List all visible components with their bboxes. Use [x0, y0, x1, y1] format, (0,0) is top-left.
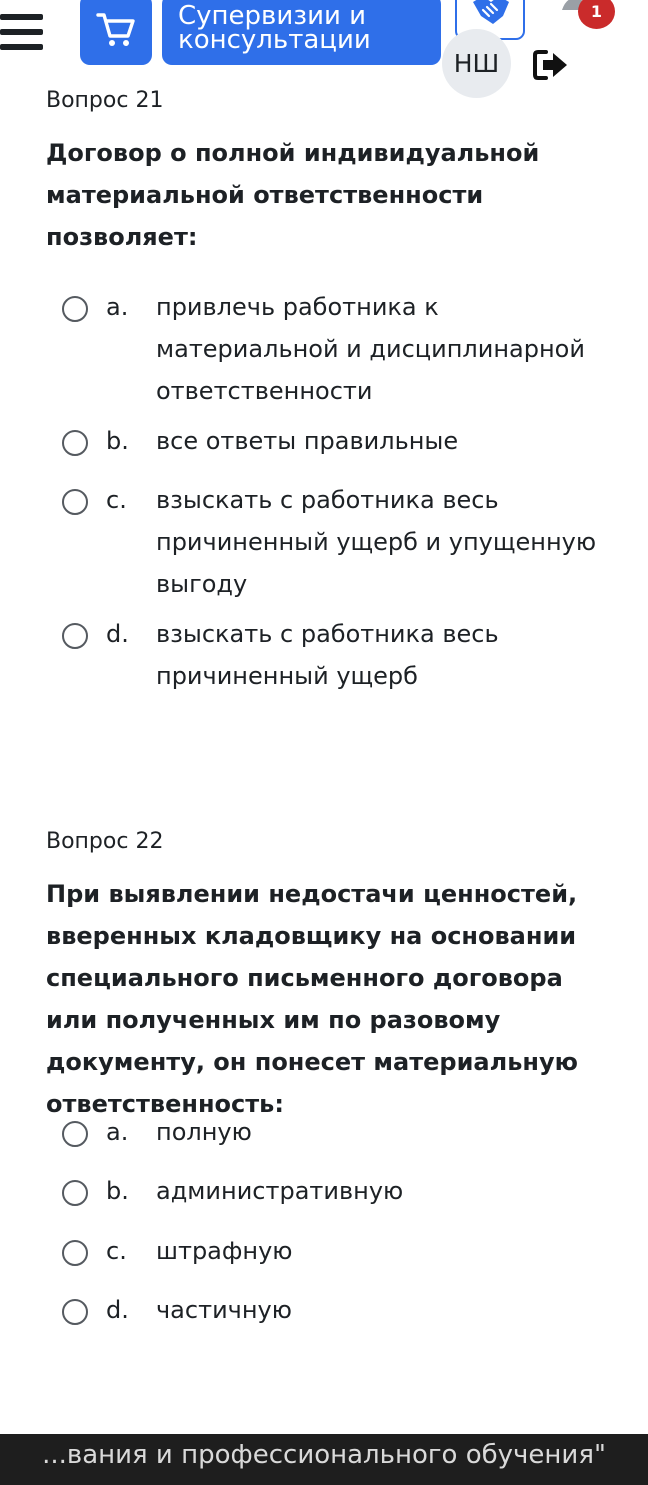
supervision-consultation-button[interactable]: Супервизии и консультации — [162, 0, 441, 65]
answer-text: административную — [156, 1177, 404, 1205]
radio-button[interactable] — [62, 489, 88, 515]
handshake-icon — [471, 0, 511, 28]
question-text: Договор о полной индивидуальной материальной ответственности позволяет: — [46, 139, 540, 251]
answer-option-d[interactable] — [62, 1289, 616, 1331]
answer-option-c[interactable] — [62, 1230, 616, 1272]
radio-button[interactable] — [62, 1299, 88, 1325]
answer-letter: b. — [106, 1177, 129, 1205]
answer-option-a[interactable] — [62, 1111, 616, 1153]
shopping-cart-icon — [95, 8, 137, 50]
answer-letter: a. — [106, 1118, 129, 1146]
radio-button[interactable] — [62, 1240, 88, 1266]
answer-text: полную — [156, 1118, 252, 1146]
answer-option-c[interactable] — [62, 479, 616, 605]
answer-letter: a. — [106, 293, 129, 321]
answer-text: штрафную — [156, 1237, 293, 1265]
answer-option-a[interactable] — [62, 286, 616, 412]
question-block-22 — [46, 827, 616, 1324]
question-number: Вопрос 21 — [46, 88, 164, 113]
top-navbar — [0, 0, 648, 100]
answer-text: взыскать с работника весь причиненный ущерб и упущенную выгоду — [156, 486, 597, 598]
answer-text: частичную — [156, 1296, 292, 1324]
answer-option-d[interactable] — [62, 613, 616, 697]
question-text: При выявлении недостачи ценностей, вверенных кладовщику на основании специального письменного договора или полученных им по разовому документу, он понесет материальную ответственность: — [46, 880, 578, 1118]
radio-button[interactable] — [62, 296, 88, 322]
notification-count-badge: 1 — [578, 0, 615, 29]
radio-button[interactable] — [62, 623, 88, 649]
footer-text: ...вания и профессионального обучения" — [42, 1440, 606, 1470]
logout-button[interactable] — [533, 48, 569, 82]
answer-text: привлечь работника к материальной и дисциплинарной ответственности — [156, 293, 585, 405]
question-block-21 — [46, 86, 616, 690]
answer-letter: d. — [106, 1296, 129, 1324]
answer-option-b[interactable] — [62, 420, 616, 462]
footer-banner — [0, 1434, 648, 1485]
radio-button[interactable] — [62, 1121, 88, 1147]
hamburger-icon[interactable] — [0, 8, 44, 50]
answer-letter: d. — [106, 620, 129, 648]
radio-button[interactable] — [62, 430, 88, 456]
answer-text: все ответы правильные — [156, 427, 459, 455]
radio-button[interactable] — [62, 1180, 88, 1206]
logout-icon — [533, 48, 569, 82]
answer-letter: c. — [106, 1237, 127, 1265]
answer-text: взыскать с работника весь причиненный ущерб — [156, 620, 499, 690]
cart-button[interactable] — [80, 0, 152, 65]
question-number: Вопрос 22 — [46, 829, 164, 854]
user-avatar[interactable]: НШ — [442, 29, 511, 98]
answer-letter: b. — [106, 427, 129, 455]
answer-letter: c. — [106, 486, 127, 514]
answer-option-b[interactable] — [62, 1170, 616, 1212]
